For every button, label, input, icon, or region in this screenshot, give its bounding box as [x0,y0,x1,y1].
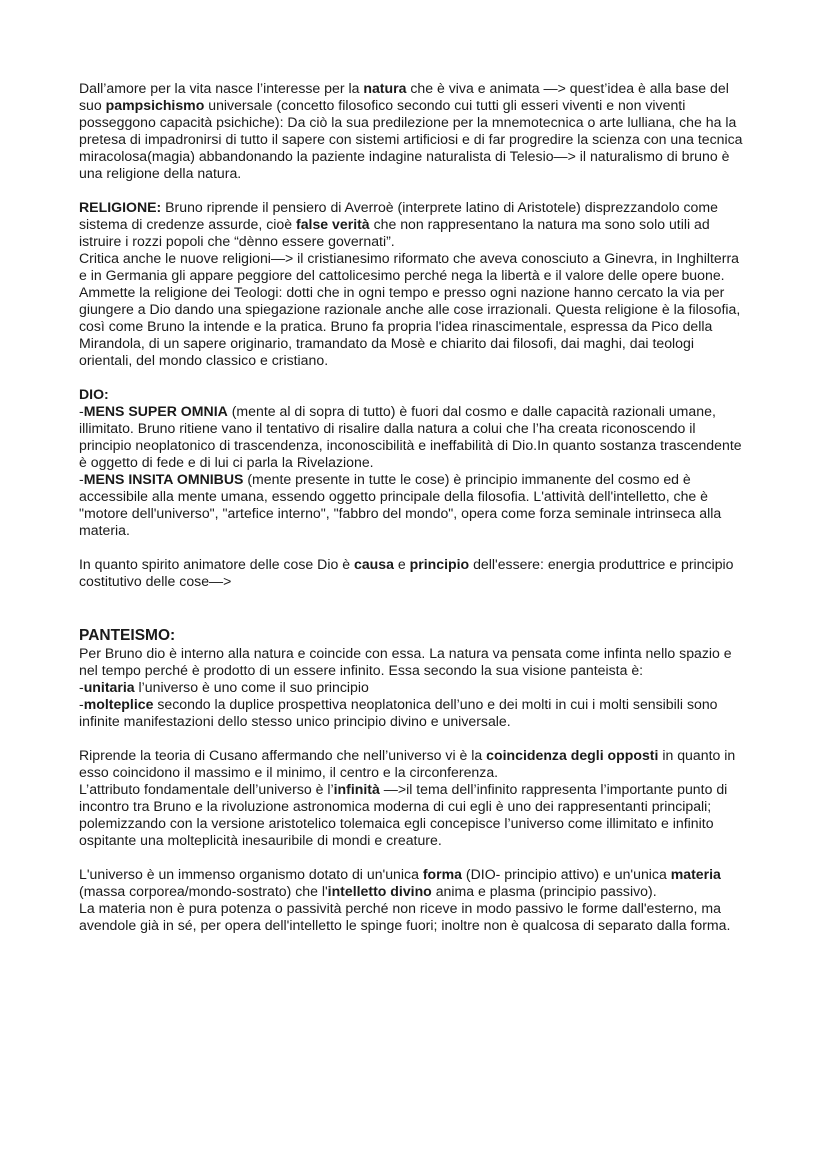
section-heading-religione: RELIGIONE: [79,199,162,215]
dio-item-mens-insita-omnibus [79,471,749,539]
panteismo-item-molteplice [79,696,749,730]
keyword-natura: natura [363,80,407,96]
keyword-mens-super-omnia: MENS SUPER OMNIA [83,403,228,419]
religione-paragraph-3: Ammette la religione dei Teologi: dotti che in ogni tempo e presso ogni nazione hanno cercato la via per giungere a Dio dando una spiegazione razionale anche alle cose irrazionali. Questa religione è la filosofia, così come Bruno la intende e la pratica. Bruno fa propria l'idea rinascimentale, espressa da Pico della Mirandola, di un sapere originario, tramandato da Mosè e chiarito dai filosofi, dai maghi, dai teologi orientali, del mondo classico e cristiano. [79,284,741,368]
keyword-principio: principio [409,556,470,572]
text-run: L'universo è un immenso organismo dotato di un'unica [79,866,423,882]
panteismo-paragraph-5: La materia non è pura potenza o passività perché non riceve in modo passivo le forme dall'esterno, ma avendole già in sé, per opera dell'intelletto le spinge fuori; inoltre non è qualcosa di separato dalla forma. [79,900,731,933]
text-run: - [79,403,84,419]
text-run: in quanto in esso coincidono il massimo e il minimo, il centro e la circonferenza. [79,747,736,780]
panteismo-paragraph-3 [79,781,749,849]
text-run: (mente al di sopra di tutto) è fuori dal cosmo e dalle capacità razionali umane, illimitato. Bruno ritiene vano il tentativo di risalire dalla natura a colui che l’ha creata riconoscendo il principio neoplatonico di trascendenza, inconoscibilità e ineffabilità di Dio.In quanto sostanza trascendente è oggetto di fede e di lui ci parla la Rivelazione. [79,403,742,470]
text-run: e [393,556,410,572]
keyword-causa: causa [354,556,394,572]
document-body [79,80,749,934]
keyword-molteplice: molteplice [83,696,154,712]
section-heading-dio: DIO: [79,386,109,402]
text-run: Riprende la teoria di Cusano affermando che nell’universo vi è la [79,747,487,763]
text-run: che è viva e animata —> quest’idea è alla base del suo [79,80,729,113]
text-run: anima e plasma (principio passivo). [431,883,657,899]
text-run: L’attributo fondamentale dell’universo è l’ [79,781,334,797]
text-run: secondo la duplice prospettiva neoplatonica dell’uno e dei molti in cui i molti sensibili sono infinite manifestazioni dello stesso unico principio divino e universale. [79,696,718,729]
dio-paragraph-3 [79,556,749,590]
text-run: (DIO- principio attivo) e un'unica [462,866,671,882]
panteismo-item-unitaria [79,679,749,696]
text-run: (mente presente in tutte le cose) è principio immanente del cosmo ed è accessibile alla mente umana, essendo oggetto principale della filosofia. L'attività dell'intelletto, che è "motore dell'universo", "artefice interno", "fabbro del mondo", opera come forza seminale intrinseca alla materia. [79,471,722,538]
keyword-forma: forma [422,866,463,882]
natura-paragraph [79,80,749,182]
religione-paragraph [79,199,749,250]
text-run: - [79,679,84,695]
text-run: —>il tema dell’infinito rappresenta l’importante punto di incontro tra Bruno e la rivoluzione astronomica moderna di cui egli è uno dei rappresentanti principali; polemizzando con la versione aristotelico tolemaica egli concepisce l’universo come illimitato e infinito ospitante una molteplicità inesauribile di mondi e creature. [79,781,728,848]
text-run: Bruno riprende il pensiero di Averroè (interprete latino di Aristotele) disprezzandolo come sistema di credenze assurde, cioè [79,199,718,232]
text-run: Dall’amore per la vita nasce l’interesse per la [79,80,364,96]
panteismo-paragraph-2 [79,747,749,781]
keyword-coincidenza-degli-opposti: coincidenza degli opposti [486,747,659,763]
text-run: l’universo è uno come il suo principio [134,679,369,695]
panteismo-paragraph-1: Per Bruno dio è interno alla natura e coincide con essa. La natura va pensata come infinta nello spazio e nel tempo perché è prodotto di un essere infinito. Essa secondo la sua visione panteista è: [79,645,732,678]
keyword-intelletto-divino: intelletto divino [327,883,432,899]
section-heading-panteismo: PANTEISMO: [79,627,176,644]
keyword-infinita: infinità [333,781,380,797]
keyword-false-verita: false verità [296,216,370,232]
text-run: (massa corporea/mondo-sostrato) che l' [79,883,328,899]
dio-item-mens-super-omnia [79,403,749,471]
religione-paragraph-2: Critica anche le nuove religioni—> il cristianesimo riformato che aveva conosciuto a Ginevra, in Inghilterra e in Germania gli appare peggiore del cattolicesimo perché nega la libertà e il valore delle opere buone. [79,250,739,283]
text-run: - [79,471,84,487]
text-run: che non rappresentano la natura ma sono solo utili ad istruire i rozzi popoli che “dènno essere governati”. [79,216,710,249]
keyword-unitaria: unitaria [83,679,135,695]
keyword-materia: materia [670,866,721,882]
text-run: universale (concetto filosofico secondo cui tutti gli esseri viventi e non viventi posseggono capacità psichiche): Da ciò la sua predilezione per la mnemotecnica o arte lulliana, che ha la pretesa di impadronirsi di tutto il sapere con sistemi artificiosi e di far progredire la scienza con una tecnica miracolosa(magia) abbandonando la paziente indagine naturalista di Telesio—> il naturalismo di bruno è una religione della natura. [79,97,743,181]
keyword-mens-insita-omnibus: MENS INSITA OMNIBUS [83,471,244,487]
text-run: dell'essere: energia produttrice e principio costitutivo delle cose—> [79,556,734,589]
panteismo-paragraph-4 [79,866,749,900]
text-run: - [79,696,84,712]
keyword-pampsichismo: pampsichismo [105,97,205,113]
text-run: In quanto spirito animatore delle cose Dio è [79,556,354,572]
